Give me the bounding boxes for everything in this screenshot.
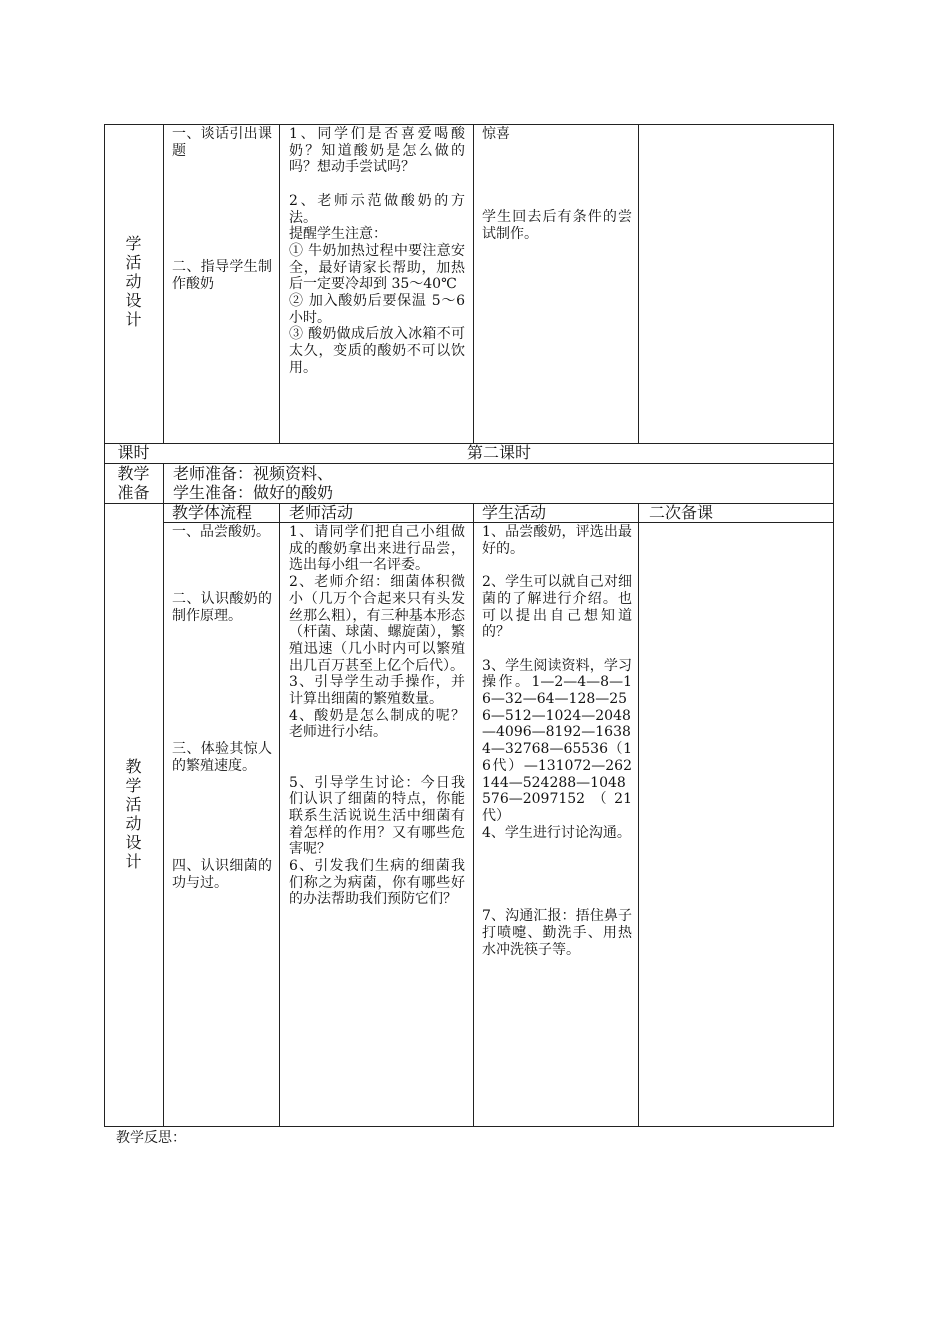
flow-step-1: 一、品尝酸奶。 xyxy=(172,524,270,540)
period-value: 第二课时 xyxy=(466,443,531,462)
teacher-prep: 老师准备：视频资料、 xyxy=(173,464,334,483)
flow-step-2: 二、指导学生制作酸奶 xyxy=(172,259,272,292)
prep-label xyxy=(104,464,163,502)
teaching-activity-design-label xyxy=(104,757,163,871)
side-char: 学 xyxy=(125,776,142,795)
rule-header-bottom xyxy=(163,522,834,523)
rule-col1-b xyxy=(163,463,164,1127)
rule-col3-a xyxy=(473,124,474,444)
header-student: 学生活动 xyxy=(482,503,547,522)
side-char: 计 xyxy=(125,310,142,329)
side-char: 计 xyxy=(125,852,142,871)
lesson-plan-table xyxy=(104,124,834,1127)
teacher-activity: 1、请同学们把自己小组做成的酸奶拿出来进行品尝，选出每小组一名评委。 2、老师介绍：细菌体积微小（几万个合起来只有头发丝那么粗），有三种基本形态（杆菌、球菌、螺旋菌），繁殖迅速（几小时内可以繁殖出几百万甚至上亿个后代）。 3、引导学生动手操作，并计算出细菌的繁殖数量。 4、酸奶是怎么制成的呢？ 老师进行小结。 5、引导学生讨论：今日我们认识了细菌的特点，你能联系生活说说生活中细菌有着怎样的作用？又有哪些危害呢？ 6、引发我们生病的细菌我们称之为病菌，你有哪些好的办法帮助我们预防它们？ xyxy=(289,524,465,908)
side-char: 设 xyxy=(125,291,142,310)
student-activity: 1、品尝酸奶，评选出最好的。 2、学生可以就自己对细菌的了解进行介绍。也可以提出自己想知道的？ 3、学生阅读资料，学习操作。1—2—4—8—16—32—64—128—256—512—1024—2048—4096—8192—16384—32768—65536（16代）—131072—262144—524288—1048576—2097152（21代） 4、学生进行讨论沟通。 7、沟通汇报：捂住鼻子打喷嚏、勤洗手、用热水冲洗筷子等。 xyxy=(482,524,632,958)
rule-right xyxy=(833,124,834,1127)
teaching-reflection-label: 教学反思： xyxy=(116,1130,186,1146)
side-char: 活 xyxy=(125,795,142,814)
side-char: 学 xyxy=(125,234,142,253)
side-char: 教 xyxy=(125,757,142,776)
rule-bottom xyxy=(104,1126,834,1127)
rule-col3-b xyxy=(473,503,474,1127)
student-activity-1: 惊喜 xyxy=(482,126,510,142)
flow-step-4: 四、认识细菌的功与过。 xyxy=(172,858,272,891)
header-second-prep: 二次备课 xyxy=(649,503,714,522)
teacher-activity: 1、同学们是否喜爱喝酸奶？知道酸奶是怎么做的吗？想动手尝试吗？ 2、老师示范做酸奶的方法。 提醒学生注意： ① 牛奶加热过程中要注意安全，最好请家长帮助，加热后一定要冷却到 35～40℃ ② 加入酸奶后要保温 5～6 小时。 ③ 酸奶做成后放入冰箱不可太久，变质的酸奶不可以饮用。 xyxy=(289,126,465,376)
rule-col2-b xyxy=(279,503,280,1127)
student-activity-2: 学生回去后有条件的尝试制作。 xyxy=(482,209,632,242)
rule-col2-a xyxy=(279,124,280,444)
flow-step-3: 三、体验其惊人的繁殖速度。 xyxy=(172,741,272,774)
rule-col4-a xyxy=(638,124,639,444)
period-label: 课时 xyxy=(117,443,150,462)
rule-col4-b xyxy=(638,503,639,1127)
prep-label-line: 准备 xyxy=(117,483,150,502)
rule-top xyxy=(104,124,834,125)
side-char: 动 xyxy=(125,272,142,291)
side-char: 动 xyxy=(125,814,142,833)
header-teacher: 老师活动 xyxy=(289,503,354,522)
rule-col1-a xyxy=(163,124,164,444)
prep-label-line: 教学 xyxy=(117,464,150,483)
side-char: 设 xyxy=(125,833,142,852)
student-prep: 学生准备：做好的酸奶 xyxy=(173,483,334,502)
flow-step-1: 一、谈话引出课题 xyxy=(172,126,272,159)
activity-design-label xyxy=(104,234,163,329)
flow-step-2: 二、认识酸奶的制作原理。 xyxy=(172,591,272,624)
side-char: 活 xyxy=(125,253,142,272)
header-flow: 教学体流程 xyxy=(172,503,253,522)
